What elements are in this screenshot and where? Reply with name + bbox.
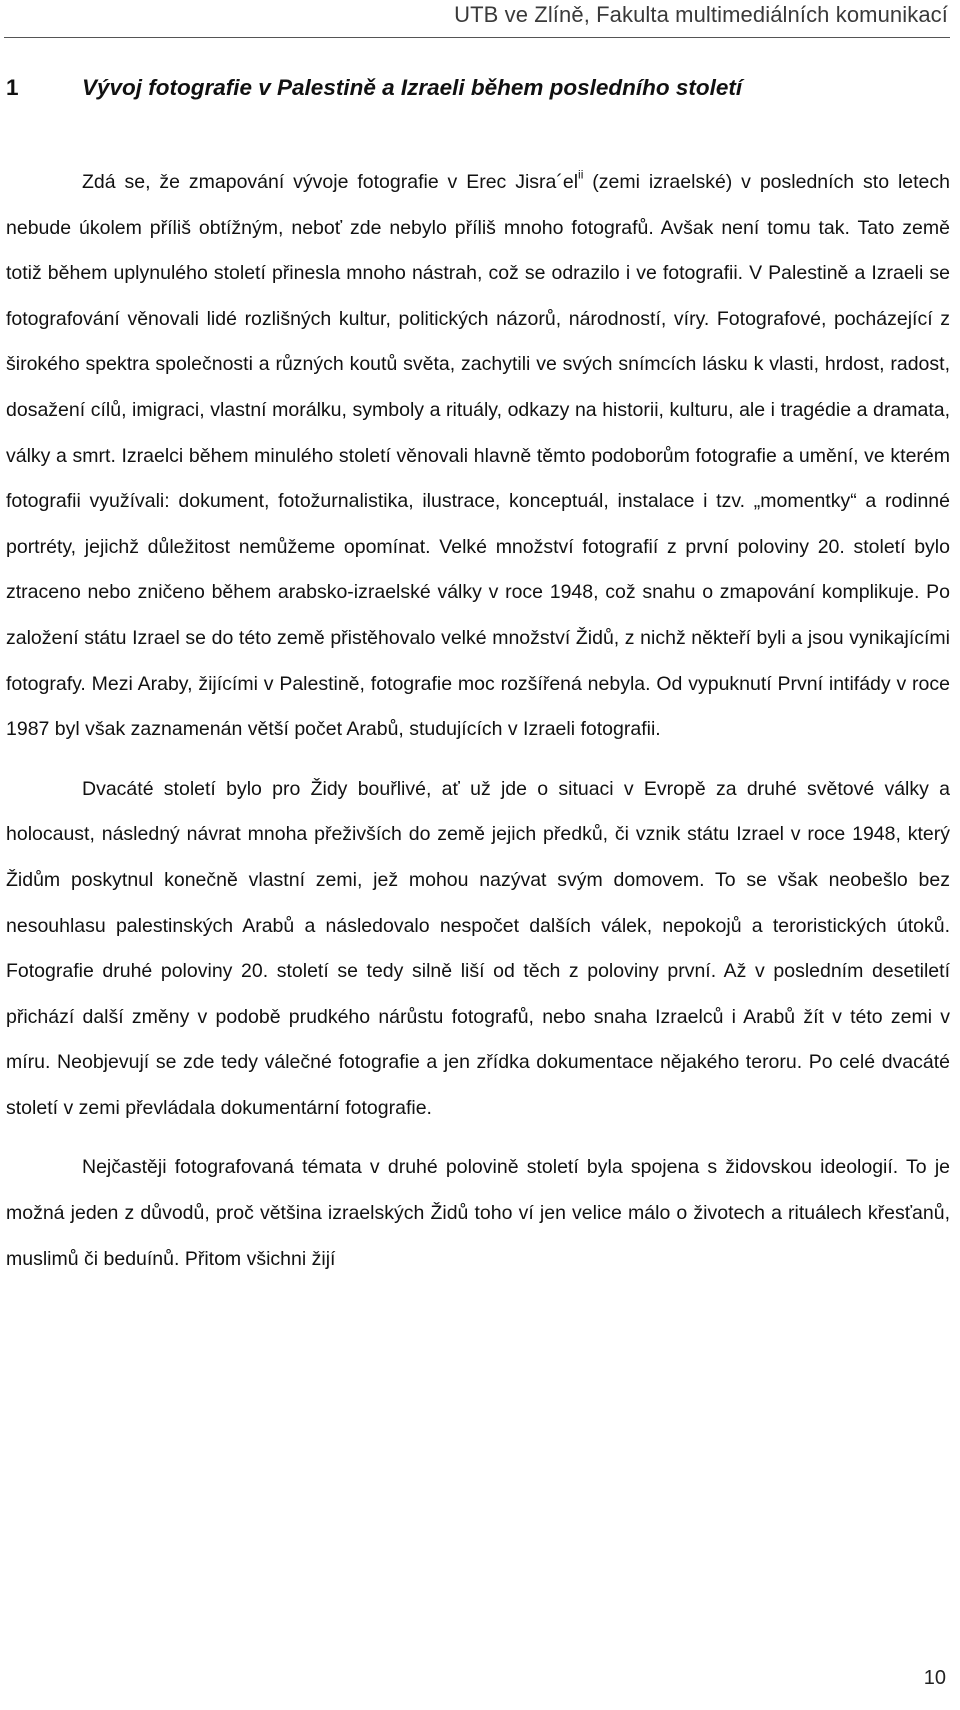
body-text	[6, 160, 950, 1282]
header-divider	[4, 37, 950, 38]
page-number: 10	[923, 1667, 946, 1689]
paragraph-2: Dvacáté století bylo pro Židy bouřlivé, ať už jde o situaci v Evropě za druhé světové války a holocaust, následný návrat mnoha přeživších do země jejich předků, či vznik státu Izrael v roce 1948, který Židům poskytnul konečně vlastní zemi, jež mohou nazývat svým domovem. To se však neobešlo bez nesouhlasu palestinských Arabů a následovalo nespočet dalších válek, nepokojů a teroristických útoků. Fotografie druhé poloviny 20. století se tedy silně liší od těch z poloviny první. Až v posledním desetiletí přichází další změny v podobě prudkého nárůstu fotografů, nebo snaha Izraelců i Arabů žít v této zemi v míru. Neobjevují se zde tedy válečné fotografie a jen zřídka dokumentace nějakého teroru. Po celé dvacáté století v zemi převládala dokumentární fotografie.	[6, 777, 950, 1119]
chapter-number: 1	[6, 75, 19, 100]
paragraph-1-opening: Zdá se, že zmapování vývoje fotografie v Erec Jisra´el	[82, 171, 579, 193]
chapter-heading	[6, 75, 950, 101]
footnote-reference[interactable]: ii	[578, 167, 584, 182]
running-header: UTB ve Zlíně, Fakulta multimediálních komunikací	[454, 2, 948, 27]
chapter-title: Vývoj fotografie v Palestině a Izraeli během posledního století	[82, 75, 743, 100]
paragraph-1	[6, 160, 950, 753]
paragraph-3: Nejčastěji fotografovaná témata v druhé polovině století byla spojena s židovskou ideologií. To je možná jeden z důvodů, proč většina izraelských Židů toho ví jen velice málo o životech a rituálech křesťanů, muslimů či beduínů. Přitom všichni žijí	[6, 1156, 950, 1270]
paragraph-1-text: (zemi izraelské) v posledních sto letech nebude úkolem příliš obtížným, neboť zde nebylo příliš mnoho fotografů. Avšak není tomu tak. Tato země totiž během uplynulého století přinesla mnoho nástrah, což se odrazilo i ve fotografii. V Palestině a Izraeli se fotografování věnovali lidé rozlišných kultur, politických názorů, národností, víry. Fotografové, pocházející z širokého spektra společnosti a různých koutů světa, zachytili ve svých snímcích lásku k vlasti, hrdost, radost, dosažení cílů, imigraci, vlastní morálku, symboly a rituály, odkazy na historii, kulturu, ale i tragédie a dramata, války a smrt. Izraelci během minulého století věnovali hlavně těmto podoborům fotografie a umění, ve kterém fotografii využívali: dokument, fotožurnalistika, ilustrace, konceptuál, instalace i tzv. „momentky“ a rodinné portréty, jejichž důležitost nemůžeme opomínat. Velké množství fotografií z první poloviny 20. století bylo ztraceno nebo zničeno během arabsko-izraelské války v roce 1948, což snahu o zmapování komplikuje. Po založení státu Izrael se do této země přistěhovalo velké množství Židů, z nichž někteří byli a jsou vynikajícími fotografy. Mezi Araby, žijícími v Palestině, fotografie moc rozšířená nebyla. Od vypuknutí První intifády v roce 1987 byl však zaznamenán větší počet Arabů, studujících v Izraeli fotografii.	[6, 171, 950, 741]
